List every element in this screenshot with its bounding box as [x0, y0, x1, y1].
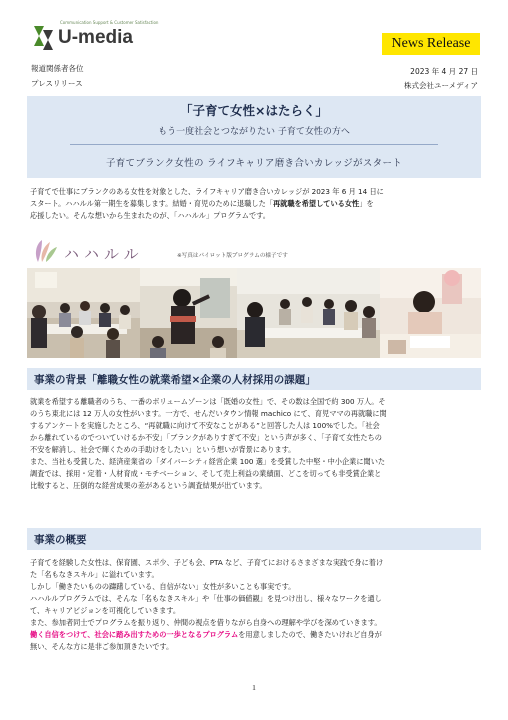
paragraph-line: しかし「働きたいものの躊躇している、自信がない」女性が多いことも事実です。 [30, 582, 296, 591]
doc-type: プレスリリース [31, 79, 83, 88]
workshop-photo [27, 268, 140, 358]
paragraph-line: て、キャリアビジョンを可視化していきます。 [30, 606, 181, 615]
section-title-overview: 事業の概要 [34, 534, 87, 546]
intro-paragraph [30, 186, 482, 222]
main-title: 「子育て女性×はたらく」 [180, 103, 328, 118]
release-date: 2023 年 4 月 27 日 [410, 67, 478, 76]
paragraph-line: 無い、そんな方に是非ご参加頂きたいです。 [30, 642, 174, 651]
subtitle: もう一度社会とつながりたい 子育て女性の方へ [158, 127, 350, 137]
intro-line: 応援したい。そんな想いから生まれたのが、「ハハルル」プログラムです。 [30, 211, 270, 220]
paragraph-line: するアンケートを実施したところ、“再就職に向けて不安なことがある”と回答した人は 100%でした。「社会 [30, 421, 380, 430]
paragraph-line: ハハルルプログラムでは、そんな「名もなきスキル」や「仕事の価値観」を見つけ出し、様々なワークを通し [30, 594, 382, 603]
section-header-overview [27, 528, 481, 550]
logo-text: U-media [58, 27, 133, 48]
news-release-badge: News Release [382, 33, 480, 55]
paragraph-line: 就業を希望する離職者のうち、一番のボリュームゾーンは「既婚の女性」で、その数は全国で約 300 万人。そ [30, 397, 386, 406]
section-title-background: 事業の背景「離職女性の就業希望×企業の人材採用の課題」 [34, 374, 316, 386]
logo-tagline: Communication Support & Customer Satisfaction [60, 20, 159, 25]
paragraph-line: から離れているのでついていけるか不安」「ブランクがありすぎて不安」という声が多く、「子育て女性たちの [30, 433, 382, 442]
paragraph-line: 子育てを経験した女性は、保育園、スポ少、子ども会、PTA など、子育てにおけるさまざまな実践で身に着け [30, 558, 384, 567]
page-number: 1 [252, 683, 256, 692]
paragraph-line: た「名もなきスキル」に溢れています。 [30, 570, 159, 579]
company-name: 株式会社ユーメディア [403, 81, 478, 90]
paragraph-line: のうち東北には 12 万人の女性がいます。一方で、せんだいタウン情報 machico にて、育児ママの再就職に関 [30, 409, 387, 418]
u-media-logo-icon [31, 24, 57, 52]
hahalulu-logo-text: ハハルル [64, 245, 144, 263]
writing-photo [380, 268, 481, 358]
paragraph-line: また、当社も受賞した、経済産業省の「ダイバーシティ経営企業 100 選」を受賞した中堅・中小企業に聞いた [30, 457, 386, 466]
paragraph-line: 比較すると、圧倒的な経営成果の差があるという調査結果が出ています。 [30, 481, 267, 490]
intro-line: 子育てで仕事にブランクのある女性を対象とした、ライフキャリア磨き合いカレッジが 2023 年 6 月 14 日に [30, 187, 384, 196]
paragraph-line: 不安を解消し、社会で輝くための手助けをしたい」という想いが背景にあります。 [30, 445, 296, 454]
background-paragraph [30, 396, 482, 492]
recipients: 報道関係者各位 [31, 64, 84, 73]
hahalulu-logo-icon [32, 238, 60, 264]
speaker-photo [140, 268, 237, 358]
paragraph-line: また、参加者同士でプログラムを振り返り、仲間の視点を借りながら自身への理解や学びを深めていきます。 [30, 618, 382, 627]
participants-photo [237, 268, 380, 358]
tagline: 子育てブランク女性の ライフキャリア磨き合いカレッジがスタート [105, 158, 403, 169]
photo-note: ※写真はパイロット版プログラムの様子です [177, 253, 288, 259]
overview-paragraph [30, 557, 482, 653]
band-divider [70, 144, 438, 145]
intro-line: スタート。ハハルル第一期生を募集します。結婚・育児のために退職した「再就職を希望している女性」を [30, 199, 374, 208]
paragraph-line: 調査では、採用・定着・人材育成・モチベーション、そして売上利益の業績面、どこを切っても非受賞企業と [30, 469, 382, 478]
paragraph-line: 働く自信をつけて、社会に踏み出すための一歩となるプログラムを用意しましたので、働きたいけれど自身が [30, 630, 382, 639]
highlight-text: 働く自信をつけて、社会に踏み出すための一歩となるプログラム [30, 630, 239, 639]
